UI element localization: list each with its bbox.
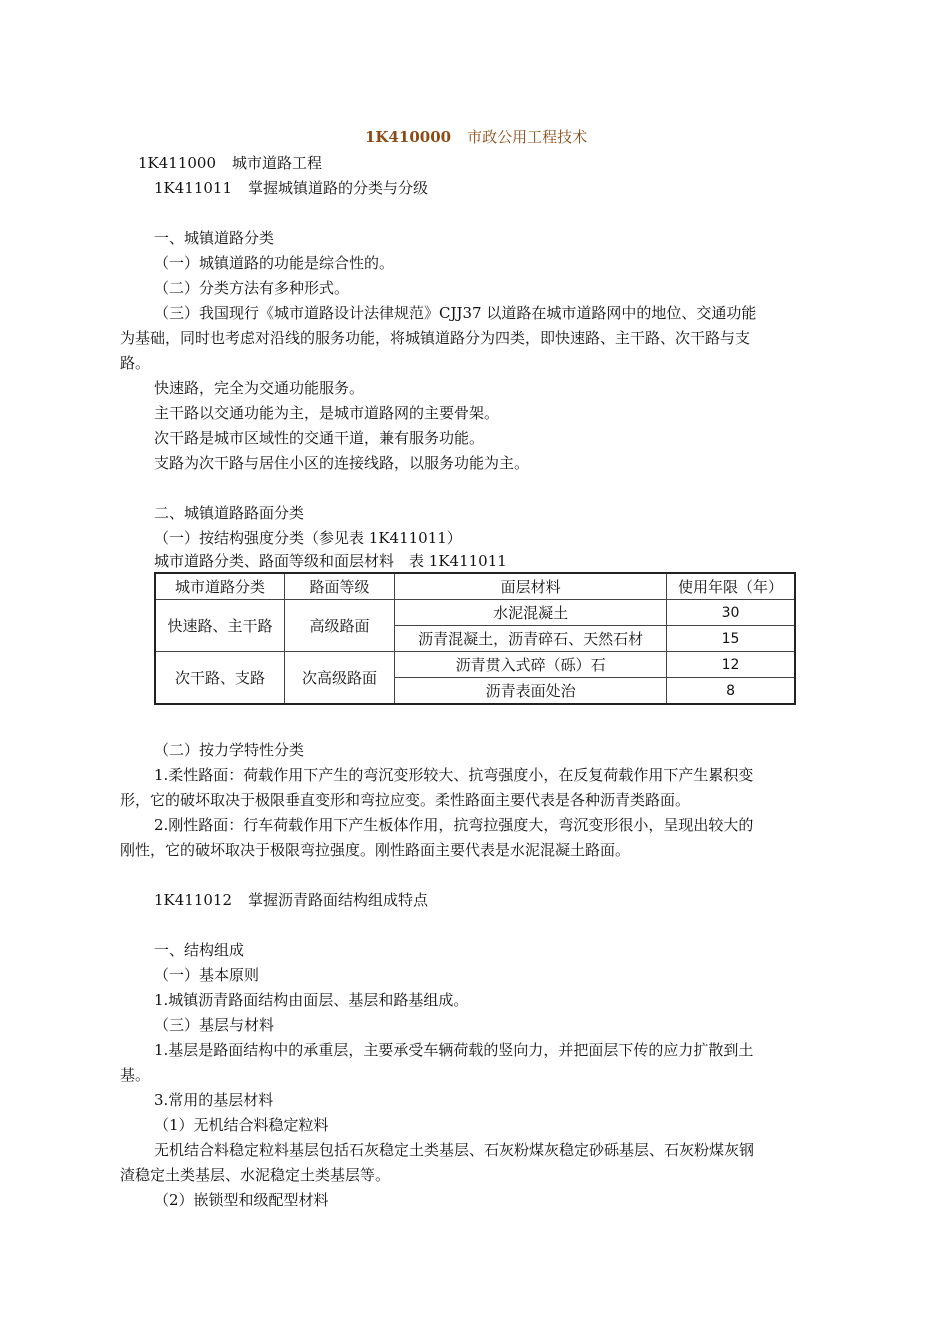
paragraph: 形，它的破坏取决于极限垂直变形和弯拉应变。柔性路面主要代表是各种沥青类路面。 bbox=[120, 791, 691, 809]
paragraph: 3.常用的基层材料 bbox=[154, 1091, 274, 1109]
paragraph: 无机结合料稳定粒料基层包括石灰稳定土类基层、石灰粉煤灰稳定砂砾基层、石灰粉煤灰钢 bbox=[154, 1141, 755, 1159]
table-caption: 城市道路分类、路面等级和面层材料 表 1K411011 bbox=[154, 552, 507, 570]
table-cell-years: 15 bbox=[667, 626, 795, 652]
table-header-cell: 城市道路分类 bbox=[155, 573, 284, 600]
table-cell-material: 沥青混凝土，沥青碎石、天然石材 bbox=[395, 626, 667, 652]
topic-code: 1K411012 bbox=[154, 891, 233, 909]
table-row bbox=[155, 652, 795, 678]
part-heading: 一、结构组成 bbox=[154, 941, 245, 959]
paragraph: 1.柔性路面：荷载作用下产生的弯沉变形较大、抗弯强度小，在反复荷载作用下产生累积变 bbox=[154, 766, 754, 784]
paragraph: 基。 bbox=[120, 1066, 151, 1084]
paragraph: 渣稳定土类基层、水泥稳定土类基层等。 bbox=[120, 1166, 391, 1184]
paragraph: 主干路以交通功能为主，是城市道路网的主要骨架。 bbox=[154, 404, 500, 422]
topic-title: 掌握城镇道路的分类与分级 bbox=[248, 179, 429, 197]
part-heading: 一、城镇道路分类 bbox=[154, 229, 275, 247]
table-header-cell: 面层材料 bbox=[395, 573, 667, 600]
topic-code: 1K411011 bbox=[154, 179, 233, 197]
table-header-row bbox=[155, 573, 795, 600]
page-title bbox=[365, 127, 587, 147]
paragraph: 支路为次干路与居住小区的连接线路，以服务功能为主。 bbox=[154, 454, 530, 472]
table-cell-material: 沥青贯入式碎（砾）石 bbox=[395, 652, 667, 678]
table-cell-material: 沥青表面处治 bbox=[395, 678, 667, 705]
table-cell-road-class: 次干路、支路 bbox=[155, 652, 284, 705]
paragraph: （三）基层与材料 bbox=[154, 1016, 275, 1034]
paragraph: （2）嵌锁型和级配型材料 bbox=[154, 1191, 329, 1209]
topic-title: 掌握沥青路面结构组成特点 bbox=[248, 891, 429, 909]
chapter-code: 1K410000 bbox=[365, 128, 452, 146]
road-classification-table bbox=[154, 572, 796, 705]
paragraph: 1.基层是路面结构中的承重层，主要承受车辆荷载的竖向力，并把面层下传的应力扩散到土 bbox=[154, 1041, 754, 1059]
table-cell-material: 水泥混凝土 bbox=[395, 600, 667, 626]
table-row bbox=[155, 600, 795, 626]
paragraph: 为基础，同时也考虑对沿线的服务功能，将城镇道路分为四类，即快速路、主干路、次干路与支 bbox=[120, 329, 751, 347]
table-header-cell: 路面等级 bbox=[284, 573, 394, 600]
table-cell-road-class: 快速路、主干路 bbox=[155, 600, 284, 652]
section-title: 城市道路工程 bbox=[232, 154, 323, 172]
paragraph: （一）按结构强度分类（参见表 1K411011） bbox=[154, 529, 462, 547]
paragraph: 刚性，它的破坏取决于极限弯拉强度。刚性路面主要代表是水泥混凝土路面。 bbox=[120, 841, 631, 859]
section-code: 1K411000 bbox=[138, 154, 217, 172]
paragraph: 2.刚性路面：行车荷载作用下产生板体作用，抗弯拉强度大，弯沉变形很小，呈现出较大的 bbox=[154, 816, 754, 834]
paragraph: （一）城镇道路的功能是综合性的。 bbox=[154, 254, 395, 272]
table-cell-years: 30 bbox=[667, 600, 795, 626]
topic-heading-1 bbox=[154, 178, 428, 198]
table-cell-years: 12 bbox=[667, 652, 795, 678]
table-header-cell: 使用年限（年） bbox=[667, 573, 795, 600]
paragraph: （三）我国现行《城市道路设计法律规范》CJJ37 以道路在城市道路网中的地位、交通功能 bbox=[154, 304, 757, 322]
table-cell-years: 8 bbox=[667, 678, 795, 705]
section-heading bbox=[138, 153, 322, 173]
paragraph: （二）分类方法有多种形式。 bbox=[154, 279, 350, 297]
paragraph: （1）无机结合料稳定粒料 bbox=[154, 1116, 329, 1134]
paragraph: （一）基本原则 bbox=[154, 966, 260, 984]
paragraph: 1.城镇沥青路面结构由面层、基层和路基组成。 bbox=[154, 991, 469, 1009]
topic-heading-2 bbox=[154, 890, 428, 910]
part-heading: 二、城镇道路路面分类 bbox=[154, 504, 305, 522]
table-cell-grade: 高级路面 bbox=[284, 600, 394, 652]
paragraph: （二）按力学特性分类 bbox=[154, 741, 305, 759]
table-cell-grade: 次高级路面 bbox=[284, 652, 394, 705]
paragraph: 路。 bbox=[120, 354, 151, 372]
paragraph: 次干路是城市区域性的交通干道，兼有服务功能。 bbox=[154, 429, 485, 447]
chapter-title: 市政公用工程技术 bbox=[467, 128, 588, 146]
paragraph: 快速路，完全为交通功能服务。 bbox=[154, 379, 365, 397]
